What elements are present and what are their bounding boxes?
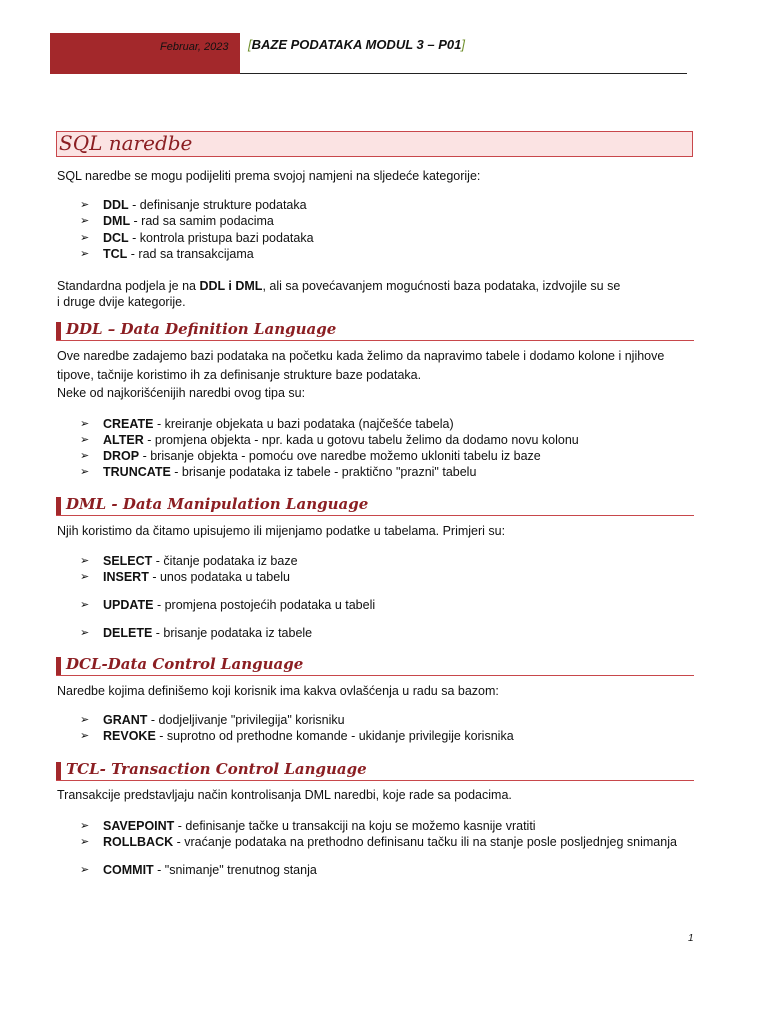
list-item-desc: - promjena objekta - npr. kada u gotovu tabelu želimo da dodamo novu kolonu <box>143 433 579 447</box>
ddl-paragraph-2: tipove, tačnije koristimo ih za definisanje strukture baze podataka. <box>57 368 422 382</box>
bullet-arrow-icon: ➢ <box>80 730 90 742</box>
bullet-arrow-icon: ➢ <box>80 232 90 244</box>
list-item-desc: - brisanje objekta - pomoću ove naredbe možemo ukloniti tabelu iz baze <box>139 449 541 463</box>
list-item-term: DML <box>103 214 131 228</box>
bullet-arrow-icon: ➢ <box>80 215 90 227</box>
list-item-term: DCL <box>103 231 129 245</box>
list-item-term: DROP <box>103 449 140 463</box>
section-heading-dml-text: DML - Data Manipulation Language <box>66 495 369 513</box>
section-heading-sql-text: SQL naredbe <box>59 131 193 155</box>
list-item-term: GRANT <box>103 713 148 727</box>
section-heading-dcl <box>56 657 694 676</box>
header-title <box>248 37 465 52</box>
list-item-desc: - rad sa samim podacima <box>130 214 274 228</box>
section-heading-ddl <box>56 322 694 341</box>
heading-accent-bar <box>56 322 61 340</box>
sql-standard-line1 <box>57 278 620 294</box>
section-heading-tcl-text: TCL- Transaction Control Language <box>66 760 367 778</box>
list-item-desc: - "snimanje" trenutnog stanja <box>153 863 317 877</box>
list-item-desc: - brisanje podataka iz tabele - praktično "prazni" tabelu <box>170 465 477 479</box>
list-item-term: ALTER <box>103 433 144 447</box>
bullet-arrow-icon: ➢ <box>80 466 90 478</box>
list-item-term: SELECT <box>103 554 153 568</box>
dml-paragraph-1: Njih koristimo da čitamo upisujemo ili mijenjamo podatke u tabelama. Primjeri su: <box>57 524 506 538</box>
bullet-arrow-icon: ➢ <box>80 864 90 876</box>
list-item-desc: - dodjeljivanje "privilegija" korisniku <box>147 713 345 727</box>
list-item-term: UPDATE <box>103 598 154 612</box>
list-item-term: ROLLBACK <box>103 835 174 849</box>
list-item-desc: - čitanje podataka iz baze <box>152 554 298 568</box>
bullet-arrow-icon: ➢ <box>80 248 90 260</box>
sql-standard-pre: Standardna podjela je na <box>57 279 200 293</box>
list-item-desc: - suprotno od prethodne komande - ukidanje privilegije korisnika <box>155 729 514 743</box>
sql-standard-line2: i druge dvije kategorije. <box>57 295 186 309</box>
list-item-term: INSERT <box>103 570 149 584</box>
bullet-arrow-icon: ➢ <box>80 836 90 848</box>
list-item-term: TCL <box>103 247 128 261</box>
list-item-desc: - rad sa transakcijama <box>127 247 254 261</box>
list-item-desc: - definisanje strukture podataka <box>128 198 307 212</box>
list-item-term: REVOKE <box>103 729 156 743</box>
list-item-desc: - promjena postojećih podataka u tabeli <box>153 598 376 612</box>
header-bracket-close: ] <box>461 37 465 52</box>
header-bracket-open: [ <box>248 37 252 52</box>
heading-accent-bar <box>56 497 61 515</box>
section-heading-dcl-text: DCL-Data Control Language <box>66 655 304 673</box>
ddl-paragraph-1: Ove naredbe zadajemo bazi podataka na početku kada želimo da napravimo tabele i dodamo kolone i njihove <box>57 349 665 363</box>
bullet-arrow-icon: ➢ <box>80 418 90 430</box>
list-item-desc: - kontrola pristupa bazi podataka <box>128 231 314 245</box>
header-title-text: BAZE PODATAKA MODUL 3 – P01 <box>251 37 462 52</box>
list-item-term: CREATE <box>103 417 154 431</box>
bullet-arrow-icon: ➢ <box>80 199 90 211</box>
page-number: 1 <box>688 933 694 944</box>
heading-accent-bar <box>56 762 61 780</box>
bullet-arrow-icon: ➢ <box>80 627 90 639</box>
header-color-block <box>50 33 240 74</box>
list-item-term: DELETE <box>103 626 153 640</box>
list-item-term: DDL <box>103 198 129 212</box>
bullet-arrow-icon: ➢ <box>80 434 90 446</box>
sql-standard-bold: DDL i DML <box>199 279 263 293</box>
list-item-desc: - unos podataka u tabelu <box>148 570 290 584</box>
bullet-arrow-icon: ➢ <box>80 450 90 462</box>
sql-standard-post: , ali sa povećavanjem mogućnosti baza podataka, izdvojile su se <box>262 279 621 293</box>
section-heading-ddl-text: DDL – Data Definition Language <box>66 320 337 338</box>
section-heading-tcl <box>56 762 694 781</box>
bullet-arrow-icon: ➢ <box>80 714 90 726</box>
header-rule <box>240 73 687 74</box>
bullet-arrow-icon: ➢ <box>80 555 90 567</box>
list-item-desc: - definisanje tačke u transakciji na koju se možemo kasnije vratiti <box>174 819 536 833</box>
bullet-arrow-icon: ➢ <box>80 571 90 583</box>
list-item-desc: - brisanje podataka iz tabele <box>152 626 313 640</box>
list-item-term: COMMIT <box>103 863 154 877</box>
section-heading-sql <box>56 131 693 157</box>
list-item-term: TRUNCATE <box>103 465 171 479</box>
bullet-arrow-icon: ➢ <box>80 599 90 611</box>
ddl-paragraph-3: Neke od najkorišćenijih naredbi ovog tipa su: <box>57 386 306 400</box>
heading-accent-bar <box>56 657 61 675</box>
bullet-arrow-icon: ➢ <box>80 820 90 832</box>
list-item-desc: - vraćanje podataka na prethodno definisanu tačku ili na stanje posle posljednjeg snimanja <box>173 835 677 849</box>
header-date: Februar, 2023 <box>160 41 229 53</box>
section-heading-dml <box>56 497 694 516</box>
tcl-paragraph-1: Transakcije predstavljaju način kontrolisanja DML naredbi, koje rade sa podacima. <box>57 788 512 802</box>
dcl-paragraph-1: Naredbe kojima definišemo koji korisnik ima kakva ovlašćenja u radu sa bazom: <box>57 684 499 698</box>
list-item-desc: - kreiranje objekata u bazi podataka (najčešće tabela) <box>153 417 454 431</box>
sql-intro: SQL naredbe se mogu podijeliti prema svojoj namjeni na sljedeće kategorije: <box>57 169 481 183</box>
list-item-term: SAVEPOINT <box>103 819 175 833</box>
